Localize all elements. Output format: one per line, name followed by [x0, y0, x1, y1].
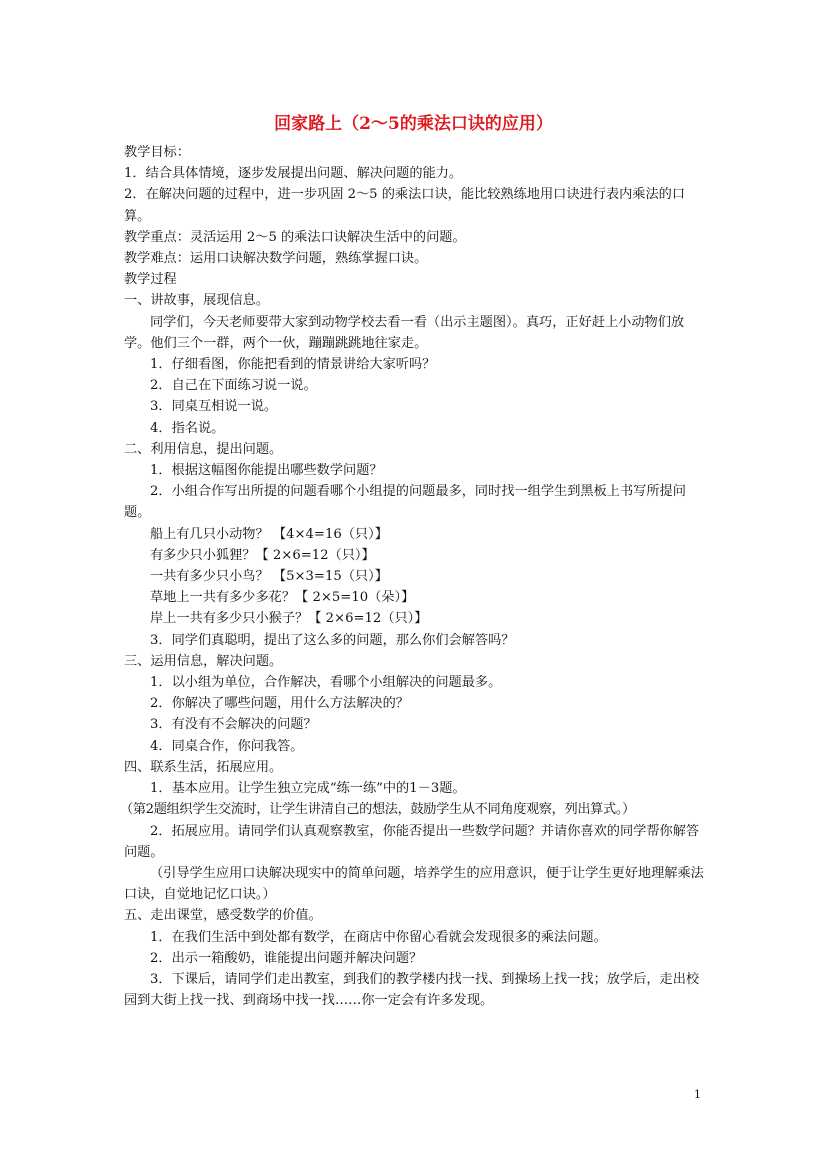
body-line: 教学难点：运用口诀解决数学问题，熟练掌握口诀。: [124, 251, 428, 267]
body-line: 船上有几只小动物？ 【4×4=16（只）】: [150, 526, 388, 542]
body-line: 1．根据这幅图你能提出哪些数学问题？: [150, 463, 383, 479]
body-line: 教学目标：: [124, 145, 190, 160]
body-line: 2．自己在下面练习说一说。: [150, 378, 317, 394]
body-line: 五、走出课堂，感受数学的价值。: [124, 908, 322, 924]
body-line: 岸上一共有多少只小猴子？【 2×6=12（只）】: [150, 611, 428, 627]
document-title: 回家路上（2～5的乘法口诀的应用）: [274, 114, 553, 134]
body-line: 草地上一共有多少多花？【 2×5=10（朵）】: [150, 590, 415, 606]
body-line: 1．在我们生活中到处都有数学，在商店中你留心看就会发现很多的乘法问题。: [150, 929, 607, 945]
body-line: 3．有没有不会解决的问题？: [150, 717, 317, 733]
body-line: 3．下课后，请同学们走出教室，到我们的教学楼内找一找、到操场上找一找；放学后，走出校园到大街上找一找、到商场中找一找……你一定会有许多发现。: [124, 971, 700, 1009]
body-line: 教学重点：灵活运用 2～5 的乘法口诀解决生活中的问题。: [124, 229, 466, 245]
body-line: （第2题组织学生交流时，让学生讲清自己的想法，鼓励学生从不同角度观察，列出算式。）: [120, 802, 635, 818]
body-line: 一、讲故事，展现信息。: [124, 293, 270, 309]
document-body: [120, 142, 709, 1011]
page-number: 1: [694, 1088, 701, 1101]
body-line: 2．你解决了哪些问题，用什么方法解决的？: [150, 696, 409, 712]
body-line: 一共有多少只小鸟？ 【5×3=15（只）】: [150, 569, 388, 585]
body-line: 3．同学们真聪明，提出了这么多的问题，那么你们会解答吗？: [150, 632, 515, 648]
body-line: 四、联系生活，拓展应用。: [124, 759, 283, 775]
body-line: 三、运用信息，解决问题。: [124, 653, 283, 669]
body-line: （引导学生应用口诀解决现实中的简单问题，培养学生的应用意识，便于让学生更好地理解乘法口诀，自觉地记忆口诀。）: [124, 865, 704, 903]
body-line: 同学们，今天老师要带大家到动物学校去看一看（出示主题图）。真巧，正好赶上小动物们放学。他们三个一群，两个一伙，蹦蹦跳跳地往家走。: [124, 314, 685, 351]
body-line: 有多少只小狐狸？【 2×6=12（只）】: [150, 547, 375, 563]
body-line: 4．指名说。: [150, 420, 225, 436]
body-line: 2．拓展应用。请同学们认真观察教室，你能否提出一些数学问题？并请你喜欢的同学帮你解答问题。: [124, 823, 700, 860]
body-line: 2．出示一箱酸奶，谁能提出问题并解决问题？: [150, 950, 423, 966]
body-line: 教学过程: [124, 272, 177, 288]
body-line: 二、利用信息，提出问题。: [124, 441, 283, 457]
body-line: 2．小组合作写出所提的问题看哪个小组提的问题最多，同时找一组学生到黑板上书写所提问题。: [124, 484, 686, 521]
body-line: 1．以小组为单位，合作解决，看哪个小组解决的问题最多。: [150, 675, 502, 691]
body-line: 2．在解决问题的过程中，进一步巩固 2～5 的乘法口诀，能比较熟练地用口诀进行表内乘法的口算。: [124, 187, 686, 224]
body-line: 1．结合具体情境，逐步发展提出问题、解决问题的能力。: [124, 166, 463, 182]
body-line: 3．同桌互相说一说。: [150, 399, 278, 415]
body-line: 1．仔细看图，你能把看到的情景讲给大家听吗？: [150, 357, 436, 373]
body-line: 4．同桌合作，你问我答。: [150, 738, 304, 754]
body-line: 1．基本应用。让学生独立完成“练一练”中的1－3题。: [150, 781, 466, 797]
